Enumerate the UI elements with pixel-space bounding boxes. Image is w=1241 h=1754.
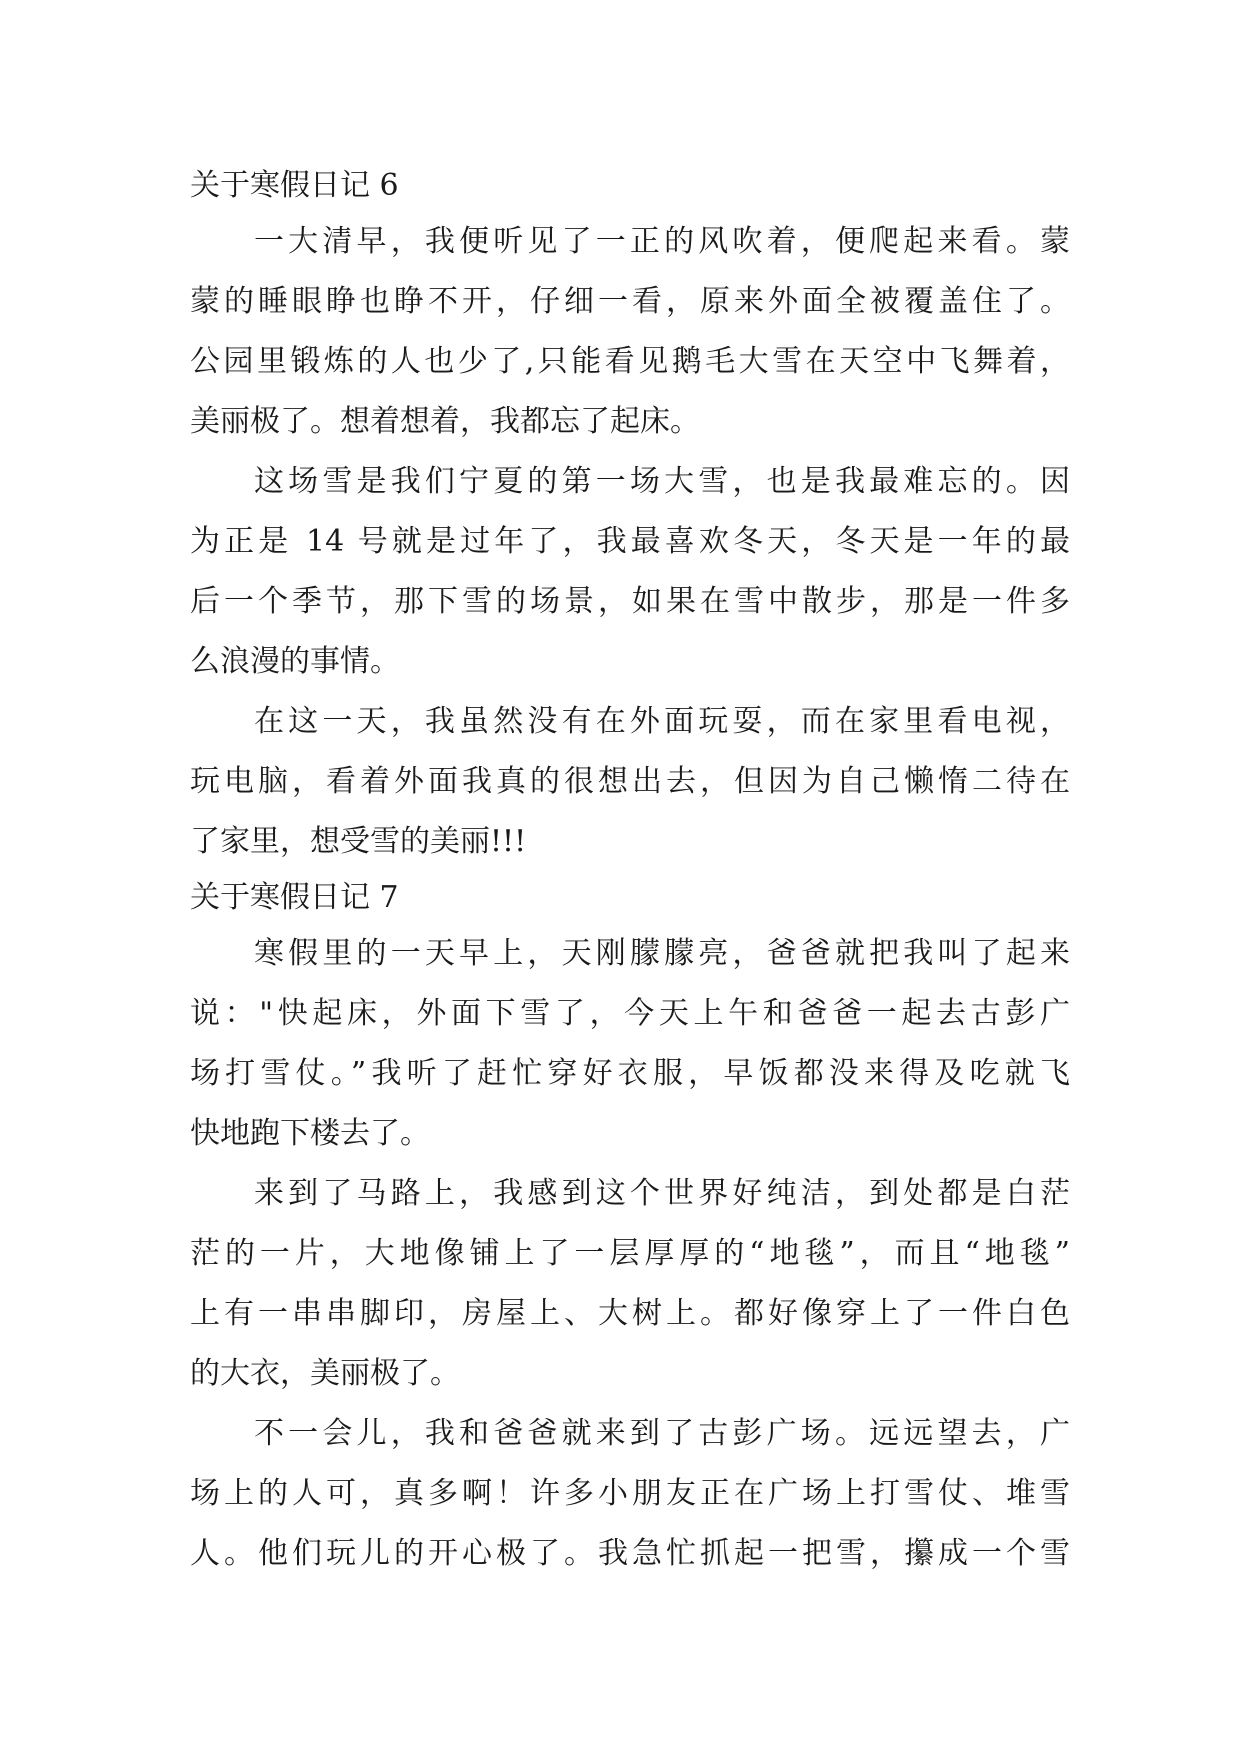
text-line: 茫的一片，大地像铺上了一层厚厚的“地毯”，而且“地毯”: [190, 1236, 1070, 1271]
text-line: 场上的人可，真多啊！许多小朋友正在广场上打雪仗、堆雪: [190, 1476, 1070, 1511]
text-line: 上有一串串脚印，房屋上、大树上。都好像穿上了一件白色: [190, 1296, 1070, 1331]
text-line: 了家里，想受雪的美丽!!!: [190, 824, 527, 859]
text-line: 在这一天，我虽然没有在外面玩耍，而在家里看电视，: [254, 704, 1070, 739]
entry-title: 关于寒假日记 6: [190, 168, 399, 203]
text-line: 这场雪是我们宁夏的第一场大雪，也是我最难忘的。因: [254, 464, 1070, 499]
text-line: 的大衣，美丽极了。: [190, 1356, 460, 1391]
paragraph: [190, 924, 1070, 1164]
entry-title: 关于寒假日记 7: [190, 880, 399, 915]
paragraph: [190, 452, 1070, 692]
text-line: 快地跑下楼去了。: [190, 1116, 430, 1151]
paragraph: [190, 1404, 1070, 1584]
text-line: 美丽极了。想着想着，我都忘了起床。: [190, 404, 700, 439]
text-line: 么浪漫的事情。: [190, 644, 400, 679]
text-line: 公园里锻炼的人也少了,只能看见鹅毛大雪在天空中飞舞着，: [190, 344, 1070, 379]
paragraph: [190, 692, 1070, 872]
text-line: 蒙的睡眼睁也睁不开，仔细一看，原来外面全被覆盖住了。: [190, 284, 1070, 319]
text-line: 说："快起床，外面下雪了，今天上午和爸爸一起去古彭广: [190, 996, 1070, 1031]
text-line: 为正是 14 号就是过年了，我最喜欢冬天，冬天是一年的最: [190, 524, 1070, 559]
text-line: 后一个季节，那下雪的场景，如果在雪中散步，那是一件多: [190, 584, 1070, 619]
text-line: 不一会儿，我和爸爸就来到了古彭广场。远远望去，广: [254, 1416, 1070, 1451]
text-line: 寒假里的一天早上，天刚朦朦亮，爸爸就把我叫了起来: [254, 936, 1070, 971]
text-line: 来到了马路上，我感到这个世界好纯洁，到处都是白茫: [254, 1176, 1070, 1211]
text-line: 人。他们玩儿的开心极了。我急忙抓起一把雪，攥成一个雪: [190, 1536, 1070, 1571]
text-line: 场打雪仗。”我听了赶忙穿好衣服，早饭都没来得及吃就飞: [190, 1056, 1070, 1091]
document-body: [190, 160, 1070, 1584]
paragraph: [190, 212, 1070, 452]
text-line: 玩电脑，看着外面我真的很想出去，但因为自己懒惰二待在: [190, 764, 1070, 799]
paragraph: [190, 1164, 1070, 1404]
text-line: 一大清早，我便听见了一正的风吹着，便爬起来看。蒙: [254, 224, 1070, 259]
